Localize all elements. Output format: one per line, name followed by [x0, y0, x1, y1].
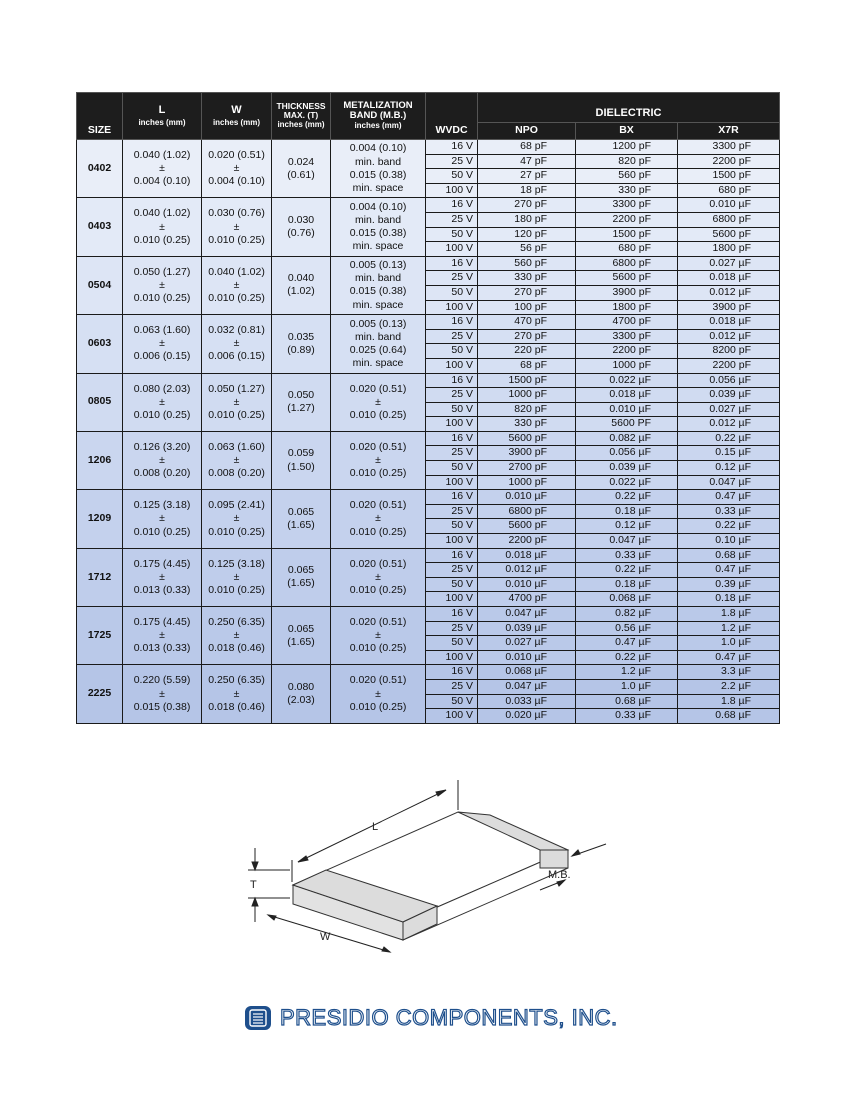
- bx-cell: 0.22 µF: [576, 650, 678, 665]
- bx-cell: 330 pF: [576, 183, 678, 198]
- wvdc-cell: 50 V: [426, 636, 478, 651]
- length-cell: 0.080 (2.03) ± 0.010 (0.25): [123, 373, 202, 431]
- x7r-cell: 2200 pF: [678, 358, 780, 373]
- bx-cell: 6800 pF: [576, 256, 678, 271]
- x7r-cell: 0.39 µF: [678, 577, 780, 592]
- table-row: [77, 607, 780, 622]
- x7r-cell: 0.12 µF: [678, 461, 780, 476]
- npo-cell: 0.027 µF: [478, 636, 576, 651]
- wvdc-cell: 50 V: [426, 519, 478, 534]
- wvdc-cell: 25 V: [426, 271, 478, 286]
- header-width: W inches (mm): [202, 93, 272, 140]
- x7r-cell: 0.047 µF: [678, 475, 780, 490]
- npo-cell: 330 pF: [478, 271, 576, 286]
- npo-cell: 1000 pF: [478, 475, 576, 490]
- x7r-cell: 0.22 µF: [678, 519, 780, 534]
- wvdc-cell: 100 V: [426, 183, 478, 198]
- metalization-cell: 0.020 (0.51) ± 0.010 (0.25): [331, 607, 426, 665]
- bx-cell: 5600 pF: [576, 271, 678, 286]
- x7r-cell: 0.018 µF: [678, 315, 780, 330]
- header-npo: NPO: [478, 123, 576, 140]
- x7r-cell: 0.012 µF: [678, 329, 780, 344]
- npo-cell: 560 pF: [478, 256, 576, 271]
- size-cell: 1725: [77, 607, 123, 665]
- length-cell: 0.175 (4.45) ± 0.013 (0.33): [123, 607, 202, 665]
- npo-cell: 0.033 µF: [478, 694, 576, 709]
- bx-cell: 820 pF: [576, 154, 678, 169]
- bx-cell: 0.33 µF: [576, 709, 678, 724]
- capacitor-spec-table: [76, 92, 780, 724]
- width-cell: 0.250 (6.35) ± 0.018 (0.46): [202, 665, 272, 723]
- size-cell: 1209: [77, 490, 123, 548]
- npo-cell: 56 pF: [478, 242, 576, 257]
- npo-cell: 220 pF: [478, 344, 576, 359]
- bx-cell: 0.33 µF: [576, 548, 678, 563]
- x7r-cell: 0.027 µF: [678, 402, 780, 417]
- wvdc-cell: 16 V: [426, 431, 478, 446]
- wvdc-cell: 25 V: [426, 621, 478, 636]
- x7r-cell: 1800 pF: [678, 242, 780, 257]
- metalization-cell: 0.020 (0.51) ± 0.010 (0.25): [331, 373, 426, 431]
- x7r-cell: 1.2 µF: [678, 621, 780, 636]
- table-row: [77, 665, 780, 680]
- x7r-cell: 6800 pF: [678, 212, 780, 227]
- npo-cell: 0.010 µF: [478, 577, 576, 592]
- length-cell: 0.220 (5.59) ± 0.015 (0.38): [123, 665, 202, 723]
- bx-cell: 1800 pF: [576, 300, 678, 315]
- wvdc-cell: 50 V: [426, 461, 478, 476]
- label-thickness: T: [250, 879, 257, 891]
- bx-cell: 0.082 µF: [576, 431, 678, 446]
- x7r-cell: 3900 pF: [678, 300, 780, 315]
- x7r-cell: 1.0 µF: [678, 636, 780, 651]
- wvdc-cell: 16 V: [426, 140, 478, 155]
- npo-cell: 0.018 µF: [478, 548, 576, 563]
- presidio-logo-icon: [244, 1005, 272, 1031]
- thickness-cell: 0.080 (2.03): [272, 665, 331, 723]
- wvdc-cell: 100 V: [426, 358, 478, 373]
- thickness-cell: 0.065 (1.65): [272, 548, 331, 606]
- bx-cell: 5600 PF: [576, 417, 678, 432]
- bx-cell: 0.047 µF: [576, 534, 678, 549]
- size-cell: 0603: [77, 315, 123, 373]
- length-cell: 0.125 (3.18) ± 0.010 (0.25): [123, 490, 202, 548]
- header-thickness: THICKNESS MAX. (T) inches (mm): [272, 93, 331, 140]
- table-row: [77, 198, 780, 213]
- width-cell: 0.032 (0.81) ± 0.006 (0.15): [202, 315, 272, 373]
- npo-cell: 27 pF: [478, 169, 576, 184]
- wvdc-cell: 100 V: [426, 417, 478, 432]
- bx-cell: 1500 pF: [576, 227, 678, 242]
- npo-cell: 0.039 µF: [478, 621, 576, 636]
- npo-cell: 1000 pF: [478, 388, 576, 403]
- npo-cell: 4700 pF: [478, 592, 576, 607]
- x7r-cell: 0.039 µF: [678, 388, 780, 403]
- bx-cell: 1.0 µF: [576, 679, 678, 694]
- npo-cell: 820 pF: [478, 402, 576, 417]
- metalization-cell: 0.004 (0.10) min. band 0.015 (0.38) min. space: [331, 198, 426, 256]
- npo-cell: 1500 pF: [478, 373, 576, 388]
- metalization-cell: 0.004 (0.10) min. band 0.015 (0.38) min. space: [331, 140, 426, 198]
- bx-cell: 0.010 µF: [576, 402, 678, 417]
- size-cell: 1712: [77, 548, 123, 606]
- npo-cell: 0.010 µF: [478, 650, 576, 665]
- bx-cell: 0.018 µF: [576, 388, 678, 403]
- bx-cell: 1200 pF: [576, 140, 678, 155]
- thickness-cell: 0.040 (1.02): [272, 256, 331, 314]
- thickness-cell: 0.030 (0.76): [272, 198, 331, 256]
- wvdc-cell: 50 V: [426, 227, 478, 242]
- table-row: [77, 548, 780, 563]
- x7r-cell: 0.012 µF: [678, 285, 780, 300]
- length-cell: 0.126 (3.20) ± 0.008 (0.20): [123, 431, 202, 489]
- npo-cell: 270 pF: [478, 198, 576, 213]
- wvdc-cell: 25 V: [426, 563, 478, 578]
- npo-cell: 270 pF: [478, 329, 576, 344]
- bx-cell: 0.18 µF: [576, 504, 678, 519]
- thickness-cell: 0.035 (0.89): [272, 315, 331, 373]
- npo-cell: 330 pF: [478, 417, 576, 432]
- width-cell: 0.030 (0.76) ± 0.010 (0.25): [202, 198, 272, 256]
- bx-cell: 2200 pF: [576, 344, 678, 359]
- x7r-cell: 0.018 µF: [678, 271, 780, 286]
- width-cell: 0.250 (6.35) ± 0.018 (0.46): [202, 607, 272, 665]
- npo-cell: 270 pF: [478, 285, 576, 300]
- thickness-cell: 0.065 (1.65): [272, 490, 331, 548]
- wvdc-cell: 25 V: [426, 679, 478, 694]
- npo-cell: 0.047 µF: [478, 607, 576, 622]
- header-dielectric: DIELECTRIC: [478, 93, 780, 123]
- length-cell: 0.040 (1.02) ± 0.004 (0.10): [123, 140, 202, 198]
- wvdc-cell: 50 V: [426, 285, 478, 300]
- width-cell: 0.063 (1.60) ± 0.008 (0.20): [202, 431, 272, 489]
- table-row: [77, 256, 780, 271]
- wvdc-cell: 16 V: [426, 198, 478, 213]
- wvdc-cell: 50 V: [426, 577, 478, 592]
- wvdc-cell: 16 V: [426, 256, 478, 271]
- wvdc-cell: 25 V: [426, 504, 478, 519]
- npo-cell: 180 pF: [478, 212, 576, 227]
- x7r-cell: 0.15 µF: [678, 446, 780, 461]
- bx-cell: 2200 pF: [576, 212, 678, 227]
- x7r-cell: 1.8 µF: [678, 607, 780, 622]
- bx-cell: 0.056 µF: [576, 446, 678, 461]
- npo-cell: 68 pF: [478, 358, 576, 373]
- npo-cell: 6800 pF: [478, 504, 576, 519]
- x7r-cell: 1.8 µF: [678, 694, 780, 709]
- x7r-cell: 0.056 µF: [678, 373, 780, 388]
- company-name: PRESIDIO COMPONENTS, INC.: [280, 1005, 618, 1030]
- wvdc-cell: 100 V: [426, 709, 478, 724]
- wvdc-cell: 100 V: [426, 534, 478, 549]
- bx-cell: 0.47 µF: [576, 636, 678, 651]
- header-wvdc: WVDC: [426, 93, 478, 140]
- header-size: SIZE: [77, 93, 123, 140]
- table-row: [77, 490, 780, 505]
- x7r-cell: 2.2 µF: [678, 679, 780, 694]
- x7r-cell: 0.012 µF: [678, 417, 780, 432]
- wvdc-cell: 50 V: [426, 169, 478, 184]
- thickness-cell: 0.059 (1.50): [272, 431, 331, 489]
- wvdc-cell: 100 V: [426, 300, 478, 315]
- x7r-cell: 5600 pF: [678, 227, 780, 242]
- x7r-cell: 0.33 µF: [678, 504, 780, 519]
- x7r-cell: 0.68 µF: [678, 548, 780, 563]
- npo-cell: 3900 pF: [478, 446, 576, 461]
- x7r-cell: 2200 pF: [678, 154, 780, 169]
- bx-cell: 0.68 µF: [576, 694, 678, 709]
- npo-cell: 0.047 µF: [478, 679, 576, 694]
- bx-cell: 0.022 µF: [576, 475, 678, 490]
- wvdc-cell: 100 V: [426, 592, 478, 607]
- label-metalization-band: M.B.: [548, 869, 571, 881]
- bx-cell: 0.068 µF: [576, 592, 678, 607]
- wvdc-cell: 100 V: [426, 242, 478, 257]
- thickness-cell: 0.065 (1.65): [272, 607, 331, 665]
- npo-cell: 470 pF: [478, 315, 576, 330]
- npo-cell: 68 pF: [478, 140, 576, 155]
- metalization-cell: 0.020 (0.51) ± 0.010 (0.25): [331, 665, 426, 723]
- bx-cell: 560 pF: [576, 169, 678, 184]
- x7r-cell: 0.10 µF: [678, 534, 780, 549]
- length-cell: 0.040 (1.02) ± 0.010 (0.25): [123, 198, 202, 256]
- metalization-cell: 0.005 (0.13) min. band 0.015 (0.38) min. space: [331, 256, 426, 314]
- wvdc-cell: 50 V: [426, 694, 478, 709]
- x7r-cell: 680 pF: [678, 183, 780, 198]
- metalization-cell: 0.020 (0.51) ± 0.010 (0.25): [331, 490, 426, 548]
- npo-cell: 5600 pF: [478, 519, 576, 534]
- header-bx: BX: [576, 123, 678, 140]
- npo-cell: 0.068 µF: [478, 665, 576, 680]
- wvdc-cell: 50 V: [426, 402, 478, 417]
- bx-cell: 0.022 µF: [576, 373, 678, 388]
- wvdc-cell: 100 V: [426, 650, 478, 665]
- x7r-cell: 0.47 µF: [678, 650, 780, 665]
- bx-cell: 3300 pF: [576, 198, 678, 213]
- size-cell: 0805: [77, 373, 123, 431]
- thickness-cell: 0.024 (0.61): [272, 140, 331, 198]
- npo-cell: 120 pF: [478, 227, 576, 242]
- size-cell: 0403: [77, 198, 123, 256]
- x7r-cell: 0.22 µF: [678, 431, 780, 446]
- width-cell: 0.020 (0.51) ± 0.004 (0.10): [202, 140, 272, 198]
- size-cell: 0402: [77, 140, 123, 198]
- npo-cell: 18 pF: [478, 183, 576, 198]
- wvdc-cell: 100 V: [426, 475, 478, 490]
- bx-cell: 0.18 µF: [576, 577, 678, 592]
- x7r-cell: 0.47 µF: [678, 563, 780, 578]
- npo-cell: 47 pF: [478, 154, 576, 169]
- x7r-cell: 1500 pF: [678, 169, 780, 184]
- x7r-cell: 3300 pF: [678, 140, 780, 155]
- bx-cell: 0.039 µF: [576, 461, 678, 476]
- x7r-cell: 3.3 µF: [678, 665, 780, 680]
- npo-cell: 100 pF: [478, 300, 576, 315]
- label-length: L: [372, 821, 379, 833]
- wvdc-cell: 16 V: [426, 548, 478, 563]
- npo-cell: 0.012 µF: [478, 563, 576, 578]
- size-cell: 0504: [77, 256, 123, 314]
- metalization-cell: 0.020 (0.51) ± 0.010 (0.25): [331, 548, 426, 606]
- bx-cell: 3300 pF: [576, 329, 678, 344]
- spec-table-body: [77, 140, 780, 724]
- x7r-cell: 8200 pF: [678, 344, 780, 359]
- wvdc-cell: 16 V: [426, 315, 478, 330]
- bx-cell: 0.82 µF: [576, 607, 678, 622]
- width-cell: 0.050 (1.27) ± 0.010 (0.25): [202, 373, 272, 431]
- wvdc-cell: 16 V: [426, 607, 478, 622]
- bx-cell: 0.22 µF: [576, 563, 678, 578]
- x7r-cell: 0.18 µF: [678, 592, 780, 607]
- x7r-cell: 0.68 µF: [678, 709, 780, 724]
- table-row: [77, 315, 780, 330]
- metalization-cell: 0.020 (0.51) ± 0.010 (0.25): [331, 431, 426, 489]
- x7r-cell: 0.010 µF: [678, 198, 780, 213]
- wvdc-cell: 16 V: [426, 665, 478, 680]
- table-row: [77, 140, 780, 155]
- length-cell: 0.063 (1.60) ± 0.006 (0.15): [123, 315, 202, 373]
- wvdc-cell: 25 V: [426, 329, 478, 344]
- metalization-cell: 0.005 (0.13) min. band 0.025 (0.64) min. space: [331, 315, 426, 373]
- length-cell: 0.050 (1.27) ± 0.010 (0.25): [123, 256, 202, 314]
- chip-dimension-diagram: [240, 770, 620, 970]
- bx-cell: 1.2 µF: [576, 665, 678, 680]
- bx-cell: 0.56 µF: [576, 621, 678, 636]
- npo-cell: 5600 pF: [478, 431, 576, 446]
- wvdc-cell: 50 V: [426, 344, 478, 359]
- npo-cell: 0.020 µF: [478, 709, 576, 724]
- size-cell: 2225: [77, 665, 123, 723]
- bx-cell: 0.12 µF: [576, 519, 678, 534]
- wvdc-cell: 16 V: [426, 490, 478, 505]
- chip-body: [293, 812, 568, 940]
- wvdc-cell: 16 V: [426, 373, 478, 388]
- bx-cell: 1000 pF: [576, 358, 678, 373]
- header-x7r: X7R: [678, 123, 780, 140]
- bx-cell: 680 pF: [576, 242, 678, 257]
- bx-cell: 3900 pF: [576, 285, 678, 300]
- header-length: L inches (mm): [123, 93, 202, 140]
- wvdc-cell: 25 V: [426, 388, 478, 403]
- label-width: W: [320, 931, 331, 943]
- header-metalization-band: METALIZATION BAND (M.B.) inches (mm): [331, 93, 426, 140]
- npo-cell: 0.010 µF: [478, 490, 576, 505]
- bx-cell: 0.22 µF: [576, 490, 678, 505]
- width-cell: 0.125 (3.18) ± 0.010 (0.25): [202, 548, 272, 606]
- x7r-cell: 0.027 µF: [678, 256, 780, 271]
- footer-logo: [244, 1004, 618, 1032]
- wvdc-cell: 25 V: [426, 212, 478, 227]
- length-cell: 0.175 (4.45) ± 0.013 (0.33): [123, 548, 202, 606]
- wvdc-cell: 25 V: [426, 154, 478, 169]
- table-row: [77, 373, 780, 388]
- x7r-cell: 0.47 µF: [678, 490, 780, 505]
- width-cell: 0.040 (1.02) ± 0.010 (0.25): [202, 256, 272, 314]
- npo-cell: 2700 pF: [478, 461, 576, 476]
- npo-cell: 2200 pF: [478, 534, 576, 549]
- width-cell: 0.095 (2.41) ± 0.010 (0.25): [202, 490, 272, 548]
- thickness-cell: 0.050 (1.27): [272, 373, 331, 431]
- table-row: [77, 431, 780, 446]
- size-cell: 1206: [77, 431, 123, 489]
- wvdc-cell: 25 V: [426, 446, 478, 461]
- bx-cell: 4700 pF: [576, 315, 678, 330]
